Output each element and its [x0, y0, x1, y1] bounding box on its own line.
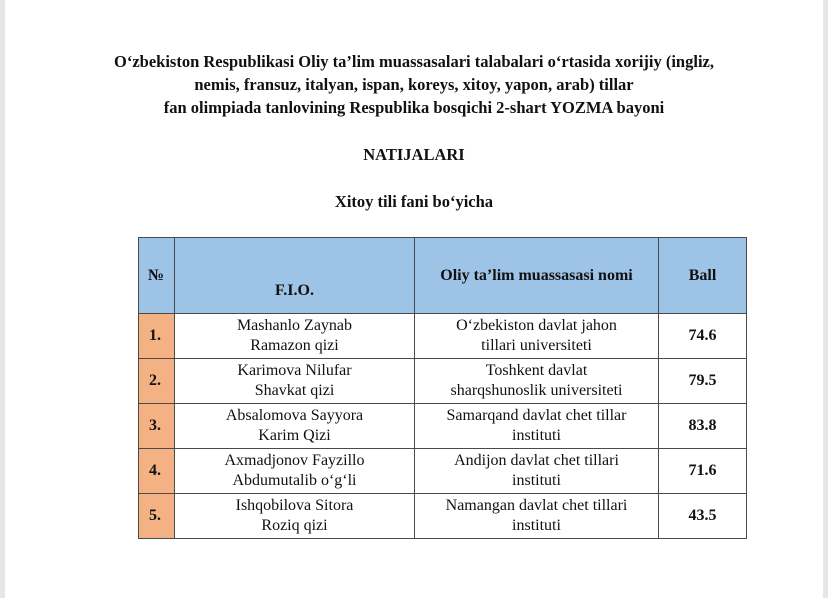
- heading-line: fan olimpiada tanlovining Respublika bosqichi 2-shart YOZMA bayoni: [163, 98, 665, 117]
- row-number: 4.: [139, 449, 175, 494]
- institution-name: [415, 404, 659, 449]
- score: 83.8: [659, 404, 747, 449]
- row-number: 5.: [139, 494, 175, 539]
- name-line: Abdumutalib o‘g‘li: [232, 472, 357, 489]
- name-line: Karimova Nilufar: [237, 362, 352, 379]
- institution-line: Samarqand davlat chet tillar: [446, 407, 627, 424]
- row-number: 1.: [139, 314, 175, 359]
- institution-line: Namangan davlat chet tillari: [445, 497, 628, 514]
- name-line: Axmadjonov Fayzillo: [224, 452, 365, 469]
- score: 43.5: [659, 494, 747, 539]
- subject-title: Xitoy tili fani bo‘yicha: [334, 192, 494, 211]
- table-row: [139, 359, 747, 404]
- table-row: [139, 404, 747, 449]
- participant-name: [175, 494, 415, 539]
- row-number: 3.: [139, 404, 175, 449]
- heading-line: O‘zbekiston Respublikasi Oliy ta’lim muassasalari talabalari o‘rtasida xorijiy (ingliz,: [114, 52, 714, 71]
- table-header-row: [139, 238, 747, 314]
- score: 74.6: [659, 314, 747, 359]
- header-fio: F.I.O.: [175, 238, 415, 314]
- participant-name: [175, 359, 415, 404]
- name-line: Roziq qizi: [261, 517, 328, 534]
- institution-line: tillari universiteti: [481, 337, 592, 354]
- header-number: №: [139, 238, 175, 314]
- institution-line: instituti: [512, 427, 561, 444]
- heading-line: nemis, fransuz, italyan, ispan, koreys, xitoy, yapon, arab) tillar: [194, 75, 634, 94]
- institution-name: [415, 449, 659, 494]
- row-number: 2.: [139, 359, 175, 404]
- name-line: Absalomova Sayyora: [225, 407, 364, 424]
- header-ball: Ball: [659, 238, 747, 314]
- name-line: Shavkat qizi: [254, 382, 335, 399]
- name-line: Karim Qizi: [258, 427, 331, 444]
- score: 79.5: [659, 359, 747, 404]
- name-line: Ishqobilova Sitora: [235, 497, 354, 514]
- scan-edge-right: [823, 0, 828, 598]
- institution-line: instituti: [512, 472, 561, 489]
- institution-line: O‘zbekiston davlat jahon: [456, 317, 617, 334]
- name-line: Ramazon qizi: [250, 337, 339, 354]
- participant-name: [175, 404, 415, 449]
- participant-name: [175, 449, 415, 494]
- results-table: [138, 237, 747, 539]
- institution-name: [415, 359, 659, 404]
- table-row: [139, 449, 747, 494]
- institution-line: sharqshunoslik universiteti: [450, 382, 623, 399]
- score: 71.6: [659, 449, 747, 494]
- table-row: [139, 494, 747, 539]
- institution-line: Toshkent davlat: [485, 362, 588, 379]
- institution-line: Andijon davlat chet tillari: [454, 452, 619, 469]
- participant-name: [175, 314, 415, 359]
- institution-name: [415, 314, 659, 359]
- scan-edge-left: [0, 0, 5, 598]
- header-institution: Oliy ta’lim muassasasi nomi: [415, 238, 659, 314]
- document-heading: [30, 50, 798, 119]
- name-line: Mashanlo Zaynab: [236, 317, 353, 334]
- institution-name: [415, 494, 659, 539]
- results-title: NATIJALARI: [363, 145, 465, 164]
- institution-line: instituti: [512, 517, 561, 534]
- table-row: [139, 314, 747, 359]
